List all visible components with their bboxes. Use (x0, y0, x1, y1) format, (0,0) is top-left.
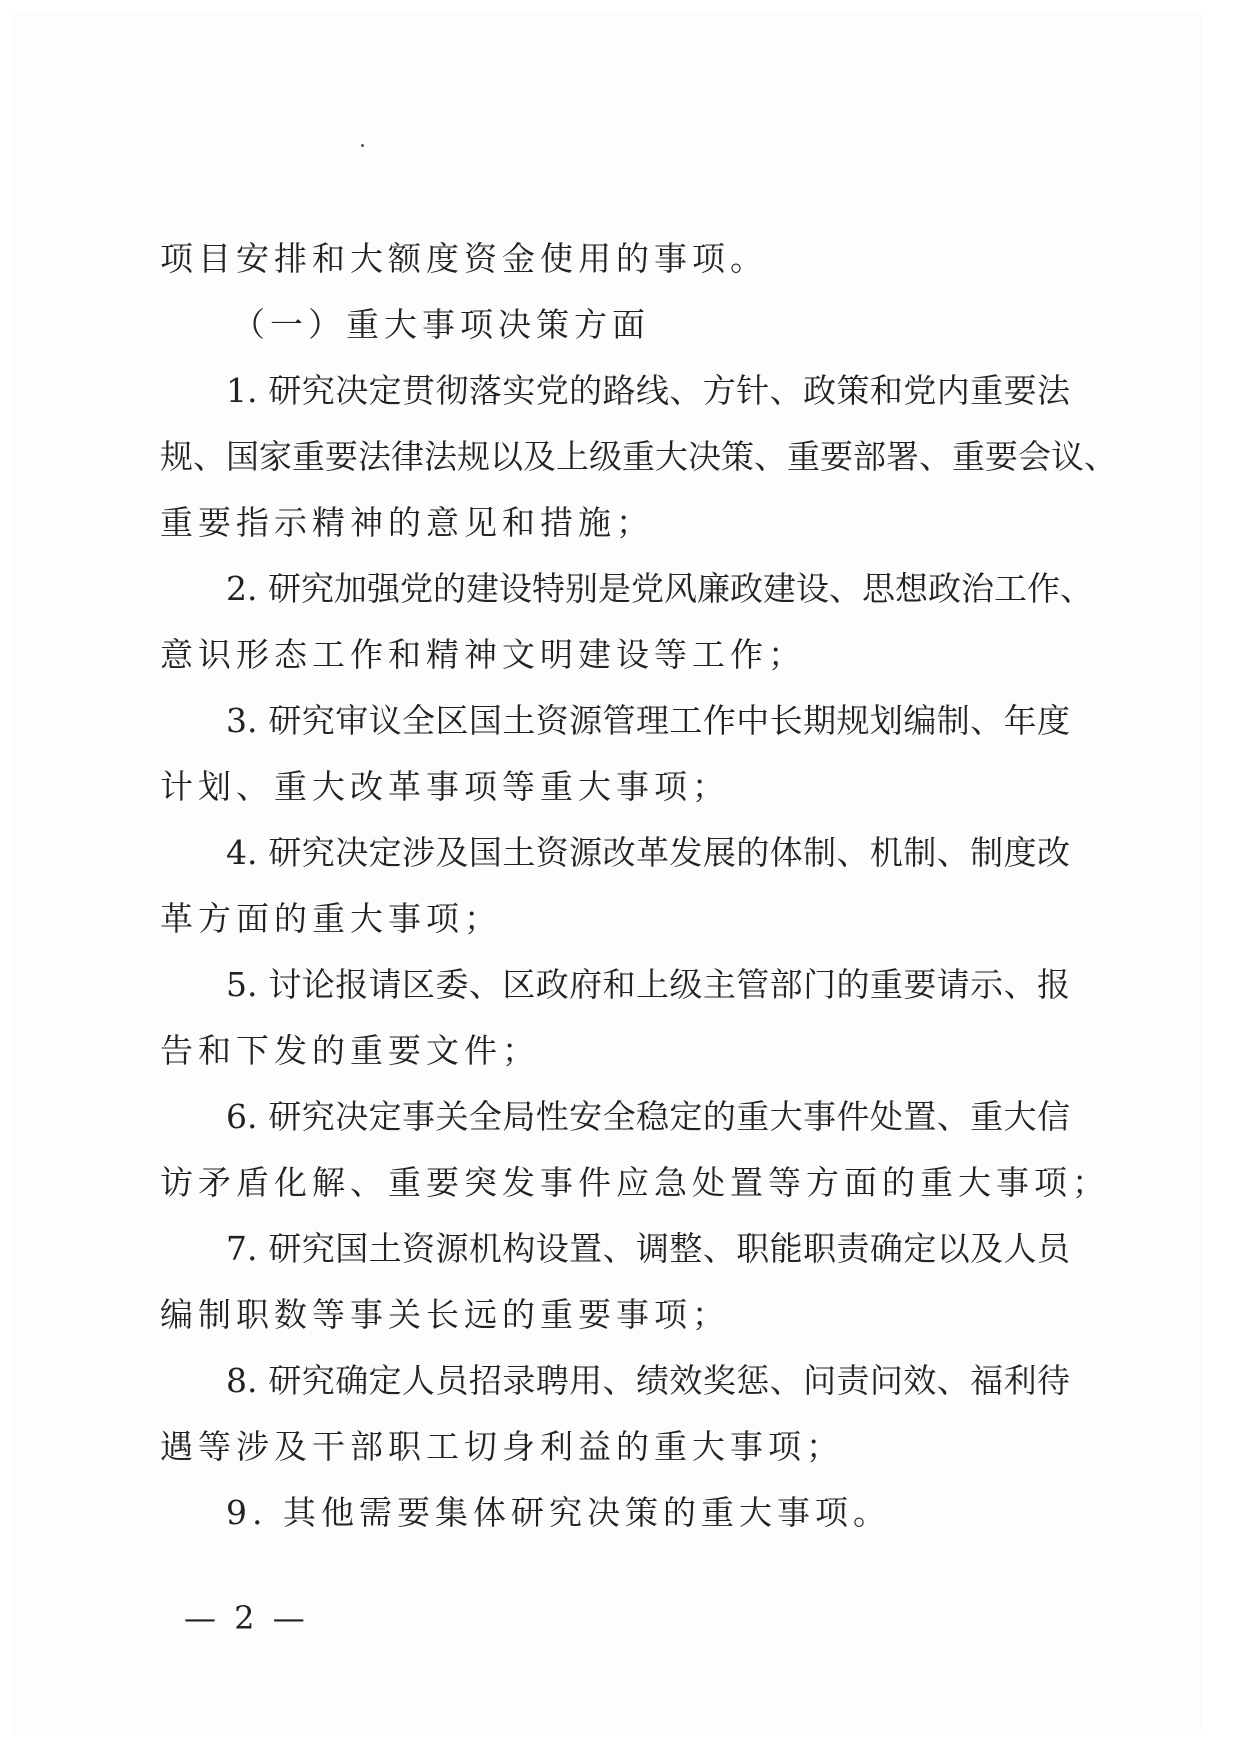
item-2-line-2: 意识形态工作和精神文明建设等工作； (160, 635, 806, 674)
section-heading: （一）重大事项决策方面 (232, 305, 650, 344)
item-7-line-1: 7. 研究国土资源机构设置、调整、职能职责确定以及人员 (226, 1229, 1070, 1268)
item-5-line-2: 告和下发的重要文件； (160, 1031, 540, 1070)
item-2-line-1: 2. 研究加强党的建设特别是党风廉政建设、思想政治工作、 (226, 569, 1093, 608)
item-8-line-2: 遇等涉及干部职工切身利益的重大事项； (160, 1427, 844, 1466)
scan-speck (361, 144, 364, 147)
item-1-line-1: 1. 研究决定贯彻落实党的路线、方针、政策和党内重要法 (226, 371, 1070, 410)
item-1-line-2: 规、国家重要法律法规以及上级重大决策、重要部署、重要会议、 (160, 437, 1117, 476)
item-1-line-3: 重要指示精神的意见和措施； (160, 503, 654, 542)
item-6-line-2: 访矛盾化解、重要突发事件应急处置等方面的重大事项； (160, 1163, 1110, 1202)
page-number: — 2 — (184, 1599, 309, 1637)
item-4-line-1: 4. 研究决定涉及国土资源改革发展的体制、机制、制度改 (226, 833, 1070, 872)
item-3-line-1: 3. 研究审议全区国土资源管理工作中长期规划编制、年度 (226, 701, 1070, 740)
item-6-line-1: 6. 研究决定事关全局性安全稳定的重大事件处置、重大信 (226, 1097, 1070, 1136)
item-8-line-1: 8. 研究确定人员招录聘用、绩效奖惩、问责问效、福利待 (226, 1361, 1070, 1400)
item-5-line-1: 5. 讨论报请区委、区政府和上级主管部门的重要请示、报 (226, 965, 1070, 1004)
item-3-line-2: 计划、重大改革事项等重大事项； (160, 767, 730, 806)
document-body (160, 226, 1117, 1546)
item-4-line-2: 革方面的重大事项； (160, 899, 502, 938)
body-line-1: 项目安排和大额度资金使用的事项。 (160, 239, 768, 278)
item-7-line-2: 编制职数等事关长远的重要事项； (160, 1295, 730, 1334)
item-9-line-1: 9. 其他需要集体研究决策的重大事项。 (226, 1493, 891, 1532)
